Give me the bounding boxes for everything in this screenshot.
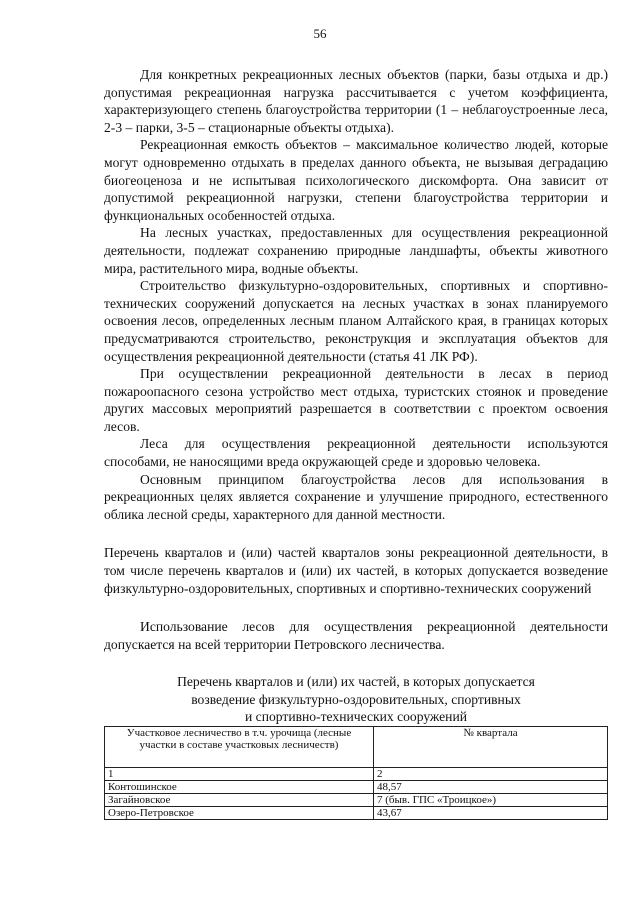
column-header: № квартала — [374, 726, 608, 767]
table-row — [105, 780, 608, 793]
quarters-table — [104, 726, 608, 820]
paragraph: Основным принципом благоустройства лесов для использования в рекреационных целях является сохранение и улучшение природного, естественного облика лесной среды, характерного для данной местности. — [104, 471, 608, 522]
paragraph: Строительство физкультурно-оздоровительных, спортивных и спортивно-технических сооружений допускается на лесных участках в зонах планируемого освоения лесов, определенных лесным планом Алтайского края, в границах которых предусматриваются строительство, реконструкция и эксплуатация объектов для осуществления рекреационной деятельности (статья 41 ЛК РФ). — [104, 278, 608, 364]
quarter-number-cell: 7 (быв. ГПС «Троицкое») — [374, 793, 608, 806]
paragraph: На лесных участках, предоставленных для осуществления рекреационной деятельности, подлежат сохранению природные ландшафты, объекты животного мира, растительного мира, водные объекты. — [104, 225, 608, 276]
quarter-number-cell: 48,57 — [374, 780, 608, 793]
quarter-number-cell: 43,67 — [374, 806, 608, 819]
forestry-name-cell: Контошинское — [105, 780, 374, 793]
table-title-line: возведение физкультурно-оздоровительных, спортивных — [191, 691, 521, 707]
table-title-line: и спортивно-технических сооружений — [244, 709, 468, 725]
table-title — [104, 673, 608, 726]
document-body — [104, 66, 608, 820]
column-number: 2 — [374, 767, 608, 780]
usage-paragraph: Использование лесов для осуществления рекреационной деятельности допускается на всей территории Петровского лесничества. — [104, 619, 608, 652]
page-number: 56 — [313, 26, 327, 41]
paragraph: Для конкретных рекреационных лесных объектов (парки, базы отдыха и др.) допустимая рекреационная нагрузка рассчитывается с учетом коэффициента, характеризующего степень благоустройства территории (1 – неблагоустроенные леса, 2-3 – парки, 3-5 – стационарные объекты отдыха). — [104, 67, 608, 135]
section-title: Перечень кварталов и (или) частей кварталов зоны рекреационной деятельности, в том числе перечень кварталов и (или) их частей, в которых допускается возведение физкультурно-оздоровительных, спортивных и спортивно-технических сооружений — [104, 545, 608, 596]
column-number: 1 — [105, 767, 374, 780]
table-numbering-row — [105, 767, 608, 780]
paragraph: При осуществлении рекреационной деятельности в лесах в период пожароопасного сезона устройство мест отдыха, туристских стоянок и проведение других массовых мероприятий разрешается в соответствии с проектом освоения лесов. — [104, 366, 608, 434]
table-title-line: Перечень кварталов и (или) их частей, в которых допускается — [177, 674, 535, 690]
table-row — [105, 793, 608, 806]
paragraph: Рекреационная емкость объектов – максимальное количество людей, которые могут одновременно отдыхать в пределах данного объекта, не вызывая деградацию биогеоценоза и не испытывая психологического дискомфорта. Она зависит от допустимой рекреационной нагрузки, степени благоустройства территории и функциональных особенностей отдыха. — [104, 137, 608, 223]
table-row — [105, 806, 608, 819]
column-header: Участковое лесничество в т.ч. урочища (лесные участки в составе участковых лесничеств) — [105, 726, 374, 767]
table-header-row — [105, 726, 608, 767]
forestry-name-cell: Озеро-Петровское — [105, 806, 374, 819]
paragraph: Леса для осуществления рекреационной деятельности используются способами, не наносящими вреда окружающей среде и здоровью человека. — [104, 436, 608, 470]
forestry-name-cell: Загайновское — [105, 793, 374, 806]
